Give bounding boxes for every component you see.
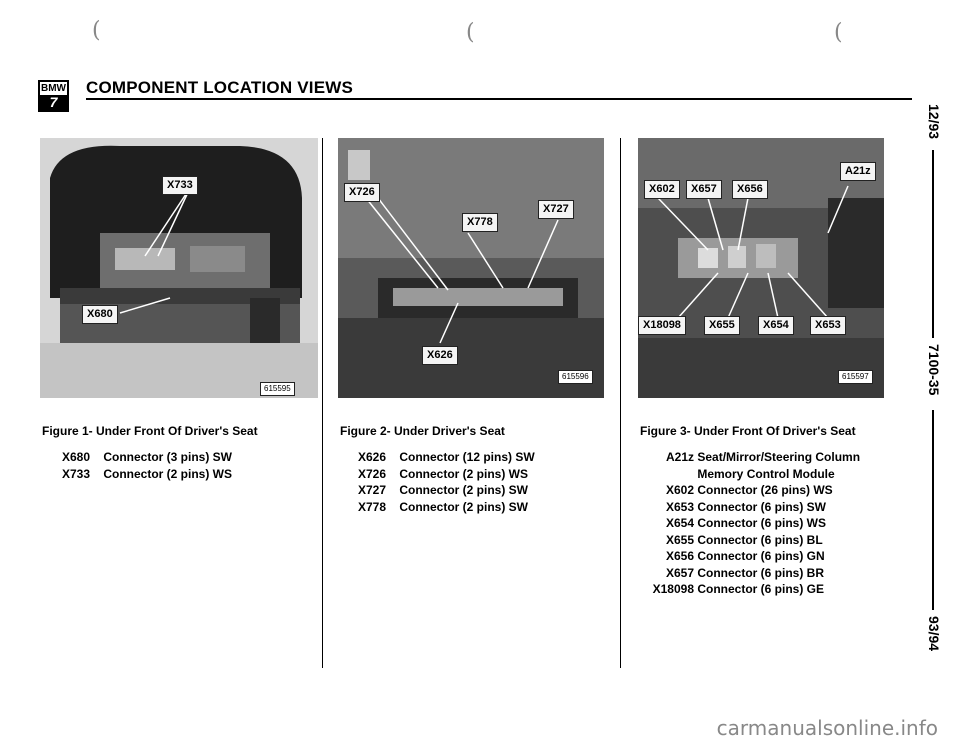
bmw-7-logo <box>38 80 69 112</box>
legend-desc: Connector (26 pins) WS <box>697 483 833 497</box>
legend-row <box>62 449 232 466</box>
legend-row <box>358 466 535 483</box>
legend-desc: Connector (3 pins) SW <box>103 450 233 464</box>
callout-label: X656 <box>732 180 768 199</box>
callout-label: X626 <box>422 346 458 365</box>
callout-label: X654 <box>758 316 794 335</box>
legend-code: A21z <box>665 450 694 464</box>
legend-code: X18098 <box>652 582 694 596</box>
legend-desc: Connector (6 pins) SW <box>697 499 827 514</box>
legend-desc: Connector (6 pins) BL <box>697 532 823 547</box>
logo-brand: BMW <box>40 82 67 97</box>
legend-code: X657 <box>665 565 694 580</box>
figure-1-legend <box>62 449 232 482</box>
callout-label: X653 <box>810 316 846 335</box>
legend-row <box>630 449 860 466</box>
legend-desc: Connector (2 pins) SW <box>399 483 529 497</box>
legend-row <box>630 548 860 565</box>
figure-2-legend <box>358 449 535 515</box>
sidebar-date-top: 12/93 <box>926 104 942 140</box>
scan-mark: ( <box>92 18 101 43</box>
legend-code: X602 <box>665 483 694 497</box>
legend-desc: Connector (2 pins) SW <box>399 499 529 514</box>
legend-desc: Memory Control Module <box>697 466 835 481</box>
callout-label: X18098 <box>638 316 686 335</box>
scan-mark: ( <box>834 20 843 45</box>
catalog-number: 615595 <box>260 382 295 396</box>
figure-1-caption: Figure 1- Under Front Of Driver's Seat <box>42 424 258 438</box>
catalog-number: 615597 <box>838 370 873 384</box>
legend-desc: Seat/Mirror/Steering Column <box>697 450 861 464</box>
legend-code: X680 <box>62 450 91 464</box>
legend-code: X626 <box>358 450 387 464</box>
legend-code: X727 <box>358 483 387 497</box>
figure-1-photo <box>40 138 318 398</box>
sidebar-rule <box>932 150 934 338</box>
legend-code: X655 <box>665 532 694 547</box>
legend-code: X654 <box>665 516 694 530</box>
column-divider <box>620 138 621 668</box>
callout-label: X726 <box>344 183 380 202</box>
legend-row <box>630 515 860 532</box>
logo-series: 7 <box>40 95 67 110</box>
legend-code: X653 <box>665 499 694 514</box>
legend-row <box>630 499 860 516</box>
legend-desc: Connector (2 pins) WS <box>399 466 529 481</box>
legend-row <box>630 466 860 483</box>
legend-desc: Connector (12 pins) SW <box>399 450 535 464</box>
legend-code: X726 <box>358 466 387 481</box>
catalog-number: 615596 <box>558 370 593 384</box>
sidebar-section-number: 7100-35 <box>926 344 942 396</box>
column-divider <box>322 138 323 668</box>
callout-label: X655 <box>704 316 740 335</box>
legend-desc: Connector (2 pins) WS <box>103 466 233 481</box>
legend-row <box>358 482 535 499</box>
legend-row <box>630 532 860 549</box>
legend-row <box>358 499 535 516</box>
callout-label: X727 <box>538 200 574 219</box>
legend-row <box>630 581 860 598</box>
figure-2-caption: Figure 2- Under Driver's Seat <box>340 424 505 438</box>
legend-code: X778 <box>358 499 387 514</box>
figure-2-photo <box>338 138 604 398</box>
legend-row <box>358 449 535 466</box>
figure-3-caption: Figure 3- Under Front Of Driver's Seat <box>640 424 856 438</box>
legend-code: X656 <box>665 549 694 563</box>
legend-desc: Connector (6 pins) WS <box>697 516 827 530</box>
figure-3-legend <box>630 449 860 598</box>
sidebar-date-bottom: 93/94 <box>926 616 942 652</box>
callout-label: X680 <box>82 305 118 324</box>
sidebar-rule <box>932 410 934 610</box>
legend-row <box>630 482 860 499</box>
legend-desc: Connector (6 pins) BR <box>697 565 825 580</box>
figure-3-photo <box>638 138 884 398</box>
legend-code: X733 <box>62 466 91 481</box>
callout-label: X657 <box>686 180 722 199</box>
callout-label: X602 <box>644 180 680 199</box>
watermark: carmanualsonline.info <box>716 716 938 740</box>
callout-label: X778 <box>462 213 498 232</box>
title-rule <box>86 98 912 100</box>
callout-label: X733 <box>162 176 198 195</box>
legend-row <box>62 466 232 483</box>
page-title: COMPONENT LOCATION VIEWS <box>86 78 354 97</box>
legend-row <box>630 565 860 582</box>
callout-label: A21z <box>840 162 876 181</box>
scan-mark: ( <box>466 20 475 45</box>
legend-desc: Connector (6 pins) GN <box>697 549 825 563</box>
legend-desc: Connector (6 pins) GE <box>697 582 825 596</box>
